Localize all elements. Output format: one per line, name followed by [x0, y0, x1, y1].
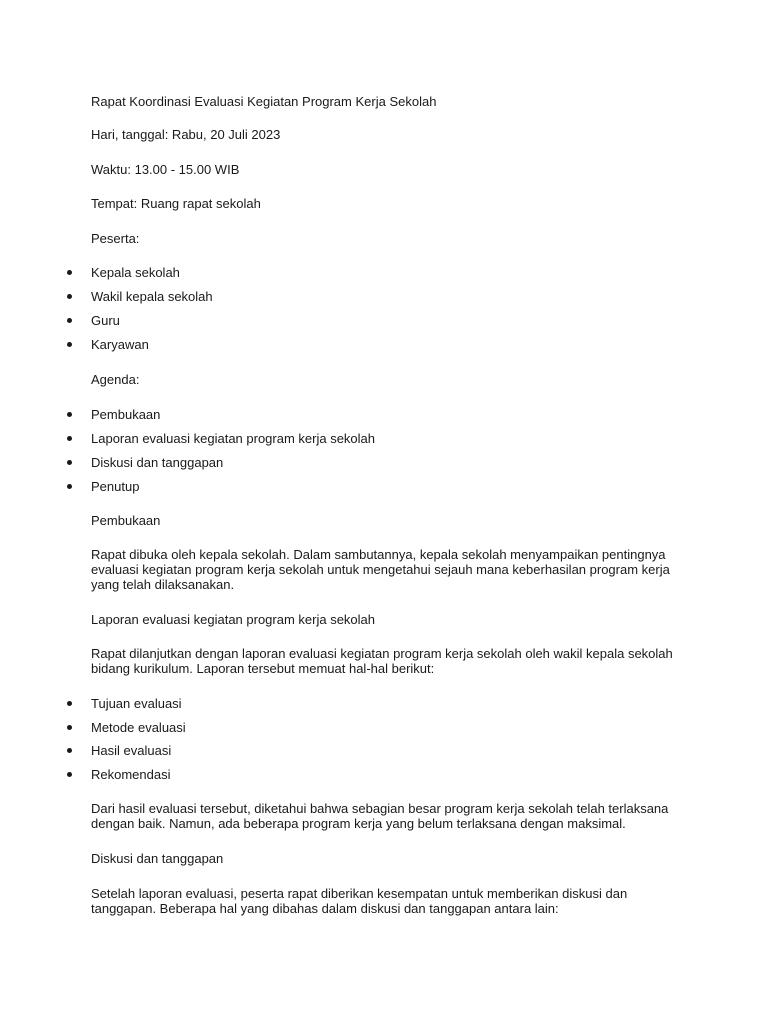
- bullet-icon: [67, 772, 72, 777]
- list-item: Tujuan evaluasi: [91, 696, 182, 711]
- discussion-paragraph: Setelah laporan evaluasi, peserta rapat diberikan kesempatan untuk memberikan diskusi dan tanggapan. Beberapa hal yang dibahas dalam diskusi dan tanggapan antara lain:: [91, 886, 628, 916]
- discussion-heading: Diskusi dan tanggapan: [91, 851, 224, 866]
- list-item: Kepala sekolah: [91, 265, 180, 280]
- list-item: Penutup: [91, 479, 139, 494]
- meeting-place: Tempat: Ruang rapat sekolah: [91, 196, 261, 211]
- document-title: Rapat Koordinasi Evaluasi Kegiatan Program Kerja Sekolah: [91, 94, 437, 109]
- opening-heading: Pembukaan: [91, 513, 161, 528]
- report-paragraph: Rapat dilanjutkan dengan laporan evaluasi kegiatan program kerja sekolah oleh wakil kepala sekolah bidang kurikulum. Laporan tersebut memuat hal-hal berikut:: [91, 646, 673, 676]
- participants-heading: Peserta:: [91, 231, 140, 246]
- list-item: Wakil kepala sekolah: [91, 289, 213, 304]
- bullet-icon: [67, 748, 72, 753]
- list-item: Pembukaan: [91, 407, 160, 422]
- bullet-icon: [67, 342, 72, 347]
- bullet-icon: [67, 460, 72, 465]
- report-heading: Laporan evaluasi kegiatan program kerja sekolah: [91, 612, 376, 627]
- list-item: Rekomendasi: [91, 767, 171, 782]
- bullet-icon: [67, 412, 72, 417]
- opening-paragraph: Rapat dibuka oleh kepala sekolah. Dalam sambutannya, kepala sekolah menyampaikan pentingnya evaluasi kegiatan program kerja sekolah untuk mengetahui sejauh mana keberhasilan program kerja yang telah dilaksanakan.: [91, 547, 670, 592]
- bullet-icon: [67, 318, 72, 323]
- list-item: Karyawan: [91, 337, 149, 352]
- bullet-icon: [67, 484, 72, 489]
- bullet-icon: [67, 701, 72, 706]
- bullet-icon: [67, 436, 72, 441]
- list-item: Diskusi dan tanggapan: [91, 455, 223, 470]
- bullet-icon: [67, 294, 72, 299]
- list-item: Guru: [91, 313, 120, 328]
- report-conclusion: Dari hasil evaluasi tersebut, diketahui bahwa sebagian besar program kerja sekolah telah terlaksana dengan baik. Namun, ada beberapa program kerja yang belum terlaksana dengan maksimal.: [91, 801, 669, 831]
- meeting-date: Hari, tanggal: Rabu, 20 Juli 2023: [91, 127, 281, 142]
- bullet-icon: [67, 725, 72, 730]
- list-item: Hasil evaluasi: [91, 743, 171, 758]
- list-item: Laporan evaluasi kegiatan program kerja sekolah: [91, 431, 375, 446]
- bullet-icon: [67, 270, 72, 275]
- list-item: Metode evaluasi: [91, 720, 186, 735]
- agenda-heading: Agenda:: [91, 372, 140, 387]
- meeting-time: Waktu: 13.00 - 15.00 WIB: [91, 162, 240, 177]
